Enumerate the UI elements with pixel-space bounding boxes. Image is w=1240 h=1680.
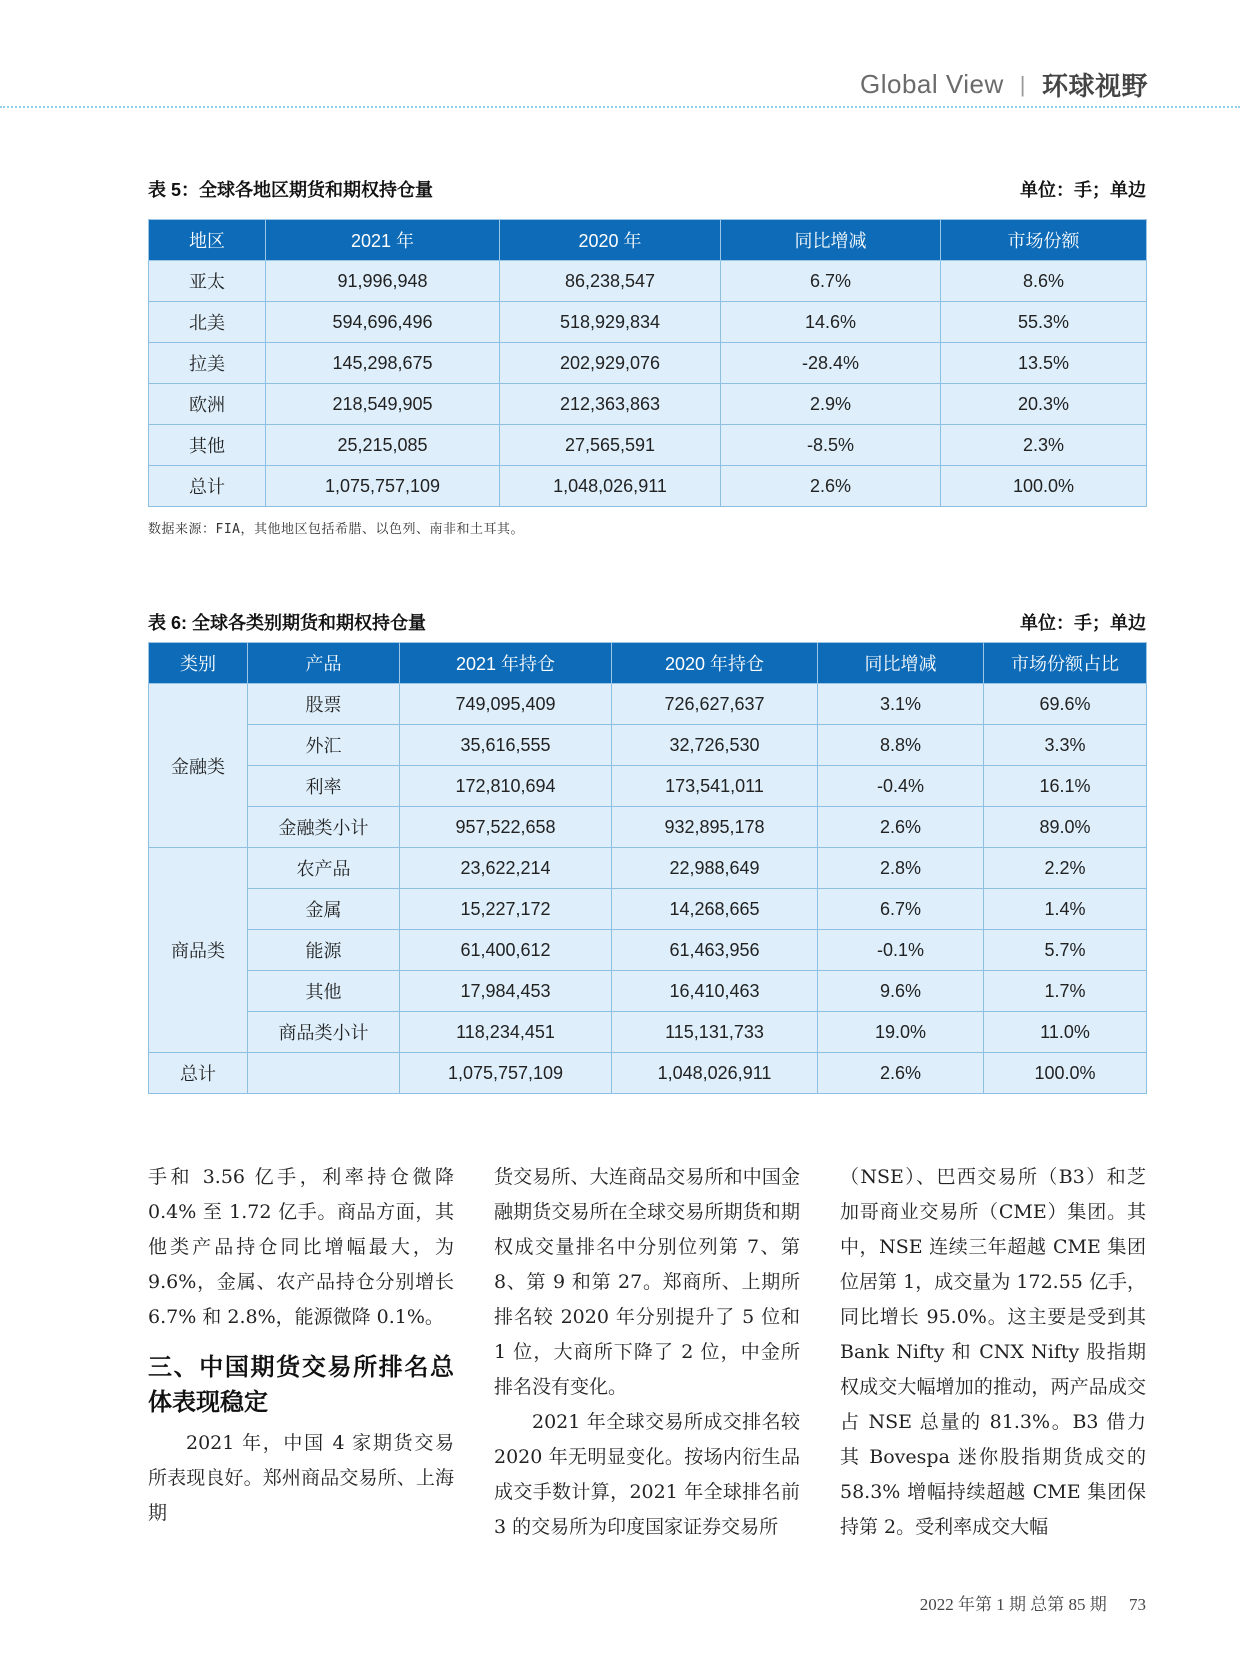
table-cell: 202,929,076 <box>500 343 721 384</box>
table-cell: 2.6% <box>721 466 941 507</box>
table-cell: 9.6% <box>818 971 984 1012</box>
table-cell: 172,810,694 <box>400 766 612 807</box>
table-cell: 6.7% <box>721 261 941 302</box>
table-cell: 欧洲 <box>149 384 266 425</box>
table-cell: 总计 <box>149 1053 248 1094</box>
table-cell: 8.8% <box>818 725 984 766</box>
table-cell: 5.7% <box>984 930 1147 971</box>
table-row <box>149 343 1147 384</box>
table-cell: 145,298,675 <box>266 343 500 384</box>
header-title-cn: 环球视野 <box>1041 71 1148 101</box>
article-paragraph: （NSE）、巴西交易所（B3）和芝加哥商业交易所（CME）集团。其中，NSE 连续三年超越 CME 集团位居第 1，成交量为 172.55 亿手，同比增长 95.0%。这主要是受到其 Bank Nifty 和 CNX Nifty 股指期权成交大幅增加的推动，两产品成交占 NSE 总量的 81.3%。B3 借力其 Bovespa 迷你股指期货成交的 58.3% 增幅持续超越 CME 集团保持第 2。受利率成交大幅 <box>840 1166 1146 1538</box>
table6 <box>148 642 1147 1094</box>
table-cell: 3.1% <box>818 684 984 725</box>
article-paragraph: 货交易所、大连商品交易所和中国金融期货交易所在全球交易所期货和期权成交量排名中分别位列第 7、第 8、第 9 和第 27。郑商所、上期所排名较 2020 年分别提升了 5 位和 1 位，大商所下降了 2 位，中金所排名没有变化。 <box>494 1166 800 1398</box>
table-cell: 2.9% <box>721 384 941 425</box>
table5-caption: 表 5：全球各地区期货和期权持仓量 <box>148 180 434 200</box>
table5 <box>148 219 1147 507</box>
article-paragraph: 手和 3.56 亿手，利率持仓微降 0.4% 至 1.72 亿手。商品方面，其他类产品持仓同比增幅最大，为 9.6%，金属、农产品持仓分别增长 6.7% 和 2.8%，能源微降 0.1%。 <box>148 1166 454 1328</box>
table-cell: 股票 <box>248 684 400 725</box>
table-row <box>149 848 1147 889</box>
issue-info: 2022 年第 1 期 总第 85 期 <box>919 1595 1107 1614</box>
table-row <box>149 261 1147 302</box>
table-cell: 100.0% <box>984 1053 1147 1094</box>
table-cell: 55.3% <box>941 302 1147 343</box>
table-cell: 1,075,757,109 <box>400 1053 612 1094</box>
table5-caption-bar <box>148 176 1146 202</box>
table6-header-row <box>149 643 1147 684</box>
table-cell: 518,929,834 <box>500 302 721 343</box>
table-cell: 932,895,178 <box>612 807 818 848</box>
category-cell: 商品类 <box>149 848 248 1053</box>
table-cell: 594,696,496 <box>266 302 500 343</box>
table-cell: 17,984,453 <box>400 971 612 1012</box>
table-cell: 北美 <box>149 302 266 343</box>
table-cell: 6.7% <box>818 889 984 930</box>
table-cell: 2.6% <box>818 807 984 848</box>
table6-col-header: 2021 年持仓 <box>400 643 612 684</box>
table-row <box>149 725 1147 766</box>
article-column-3 <box>840 1160 1146 1545</box>
table-cell: 2.3% <box>941 425 1147 466</box>
article-paragraph: 2021 年全球交易所成交排名较 2020 年无明显变化。按场内衍生品成交手数计算，2021 年全球排名前 3 的交易所为印度国家证券交易所 <box>494 1411 800 1538</box>
table5-unit: 单位：手；单边 <box>1020 180 1146 200</box>
table5-col-header: 2021 年 <box>266 220 500 261</box>
table-cell: -0.1% <box>818 930 984 971</box>
table6-caption: 表 6: 全球各类别期货和期权持仓量 <box>148 613 427 633</box>
header-title-en: Global View <box>860 69 1004 99</box>
table-cell: 1,075,757,109 <box>266 466 500 507</box>
table-cell: 农产品 <box>248 848 400 889</box>
table-cell: 86,238,547 <box>500 261 721 302</box>
table-cell: -8.5% <box>721 425 941 466</box>
table-cell: 11.0% <box>984 1012 1147 1053</box>
table-cell: 25,215,085 <box>266 425 500 466</box>
table5-header-row <box>149 220 1147 261</box>
article-paragraph: 2021 年，中国 4 家期货交易所表现良好。郑州商品交易所、上海期 <box>148 1432 454 1524</box>
table-cell: 亚太 <box>149 261 266 302</box>
table-cell: 218,549,905 <box>266 384 500 425</box>
table-row <box>149 889 1147 930</box>
table-cell: 173,541,011 <box>612 766 818 807</box>
article-column-2 <box>494 1160 800 1545</box>
table6-col-header: 产品 <box>248 643 400 684</box>
table-cell: 金属 <box>248 889 400 930</box>
table-row <box>149 684 1147 725</box>
table6-col-header: 2020 年持仓 <box>612 643 818 684</box>
table-cell: 2.6% <box>818 1053 984 1094</box>
table-row <box>149 1012 1147 1053</box>
table-cell: 16.1% <box>984 766 1147 807</box>
table-cell: 2.2% <box>984 848 1147 889</box>
table-cell: 118,234,451 <box>400 1012 612 1053</box>
table6-caption-bar <box>148 609 1146 635</box>
table-cell: 其他 <box>149 425 266 466</box>
table5-col-header: 同比增减 <box>721 220 941 261</box>
page-header <box>860 66 1148 103</box>
table-cell: 35,616,555 <box>400 725 612 766</box>
table6-col-header: 类别 <box>149 643 248 684</box>
table-cell: 20.3% <box>941 384 1147 425</box>
table-cell: 32,726,530 <box>612 725 818 766</box>
table-cell: 89.0% <box>984 807 1147 848</box>
table-cell: 1,048,026,911 <box>612 1053 818 1094</box>
table-cell: 19.0% <box>818 1012 984 1053</box>
table-cell: 8.6% <box>941 261 1147 302</box>
table-cell: -28.4% <box>721 343 941 384</box>
table-cell: 27,565,591 <box>500 425 721 466</box>
category-cell: 金融类 <box>149 684 248 848</box>
table-cell: 其他 <box>248 971 400 1012</box>
table-cell: 1.4% <box>984 889 1147 930</box>
table-cell: 91,996,948 <box>266 261 500 302</box>
table-cell: 100.0% <box>941 466 1147 507</box>
table-cell: 69.6% <box>984 684 1147 725</box>
table-cell: 61,463,956 <box>612 930 818 971</box>
table-cell: 16,410,463 <box>612 971 818 1012</box>
table-cell: 749,095,409 <box>400 684 612 725</box>
table-cell: 1.7% <box>984 971 1147 1012</box>
table-cell: 115,131,733 <box>612 1012 818 1053</box>
table6-col-header: 市场份额占比 <box>984 643 1147 684</box>
table-cell: 1,048,026,911 <box>500 466 721 507</box>
table5-source-note: 数据来源：FIA，其他地区包括希腊、以色列、南非和土耳其。 <box>148 522 524 537</box>
table-cell: 能源 <box>248 930 400 971</box>
table-total-row <box>149 1053 1147 1094</box>
table-cell: 22,988,649 <box>612 848 818 889</box>
table-cell: 15,227,172 <box>400 889 612 930</box>
table-cell: -0.4% <box>818 766 984 807</box>
table-cell: 总计 <box>149 466 266 507</box>
page-number: 73 <box>1129 1595 1146 1614</box>
table-row <box>149 466 1147 507</box>
table-cell: 2.8% <box>818 848 984 889</box>
table-cell: 957,522,658 <box>400 807 612 848</box>
table-row <box>149 425 1147 466</box>
table-row <box>149 807 1147 848</box>
article-column-1 <box>148 1160 454 1531</box>
table-cell: 拉美 <box>149 343 266 384</box>
table5-col-header: 2020 年 <box>500 220 721 261</box>
table-cell: 商品类小计 <box>248 1012 400 1053</box>
table-row <box>149 302 1147 343</box>
table-cell: 金融类小计 <box>248 807 400 848</box>
table-row <box>149 766 1147 807</box>
table-row <box>149 930 1147 971</box>
table-cell: 14.6% <box>721 302 941 343</box>
table-row <box>149 971 1147 1012</box>
table-cell: 726,627,637 <box>612 684 818 725</box>
table-cell: 外汇 <box>248 725 400 766</box>
table-cell: 212,363,863 <box>500 384 721 425</box>
table-cell: 13.5% <box>941 343 1147 384</box>
table5-col-header: 地区 <box>149 220 266 261</box>
table6-unit: 单位：手；单边 <box>1020 613 1146 633</box>
table-cell: 利率 <box>248 766 400 807</box>
page-footer <box>920 1590 1146 1615</box>
table-cell: 61,400,612 <box>400 930 612 971</box>
table-cell: 3.3% <box>984 725 1147 766</box>
article-body <box>148 1160 1146 1538</box>
table5-col-header: 市场份额 <box>941 220 1147 261</box>
table-row <box>149 384 1147 425</box>
table6-col-header: 同比增减 <box>818 643 984 684</box>
header-separator: | <box>1019 71 1026 97</box>
header-divider <box>0 106 1240 108</box>
table-cell <box>248 1053 400 1094</box>
table-cell: 23,622,214 <box>400 848 612 889</box>
section-heading: 三、中国期货交易所排名总体表现稳定 <box>148 1353 454 1416</box>
table-cell: 14,268,665 <box>612 889 818 930</box>
